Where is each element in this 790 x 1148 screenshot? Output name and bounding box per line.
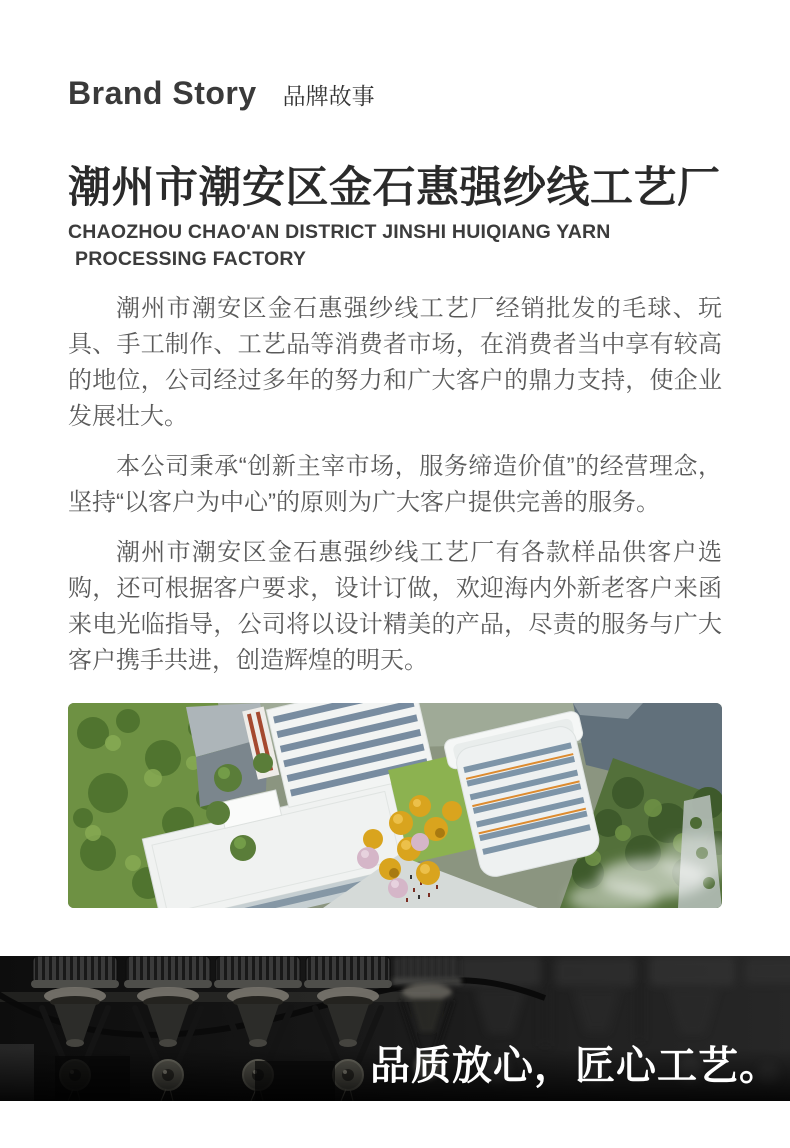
brand-story-title-zh: 品牌故事	[282, 83, 375, 109]
machinery-banner	[0, 956, 790, 1101]
story-paragraphs	[68, 291, 722, 679]
brand-story-title-en: Brand Story	[68, 75, 257, 111]
story-paragraph-2: 本公司秉承“创新主宰市场，服务缔造价值”的经营理念，坚持“以客户为中心”的原则为广大客户提供完善的服务。	[68, 453, 722, 516]
company-name-zh: 潮州市潮安区金石惠强纱线工艺厂	[68, 164, 721, 212]
quality-slogan: 品质放心，匠心工艺。	[370, 1044, 780, 1088]
company-name-en-line1: CHAOZHOU CHAO'AN DISTRICT JINSHI HUIQIANG YARN	[68, 221, 611, 243]
story-paragraph-1: 潮州市潮安区金石惠强纱线工艺厂经销批发的毛球、玩具、手工制作、工艺品等消费者市场，在消费者当中享有较高的地位，公司经过多年的努力和广大客户的鼎力支持，使企业发展壮大。	[68, 295, 722, 430]
brand-story-header	[68, 0, 722, 115]
company-name-en-line2: PROCESSING FACTORY	[75, 248, 307, 270]
company-name-en	[68, 219, 722, 273]
factory-aerial-illustration	[68, 703, 722, 908]
factory-aerial-image	[68, 703, 722, 908]
story-paragraph-3: 潮州市潮安区金石惠强纱线工艺厂有各款样品供客户选购，还可根据客户要求，设计订做，欢迎海内外新老客户来函来电光临指导，公司将以设计精美的产品，尽责的服务与广大客户携手共进，创造辉煌的明天。	[68, 539, 722, 674]
